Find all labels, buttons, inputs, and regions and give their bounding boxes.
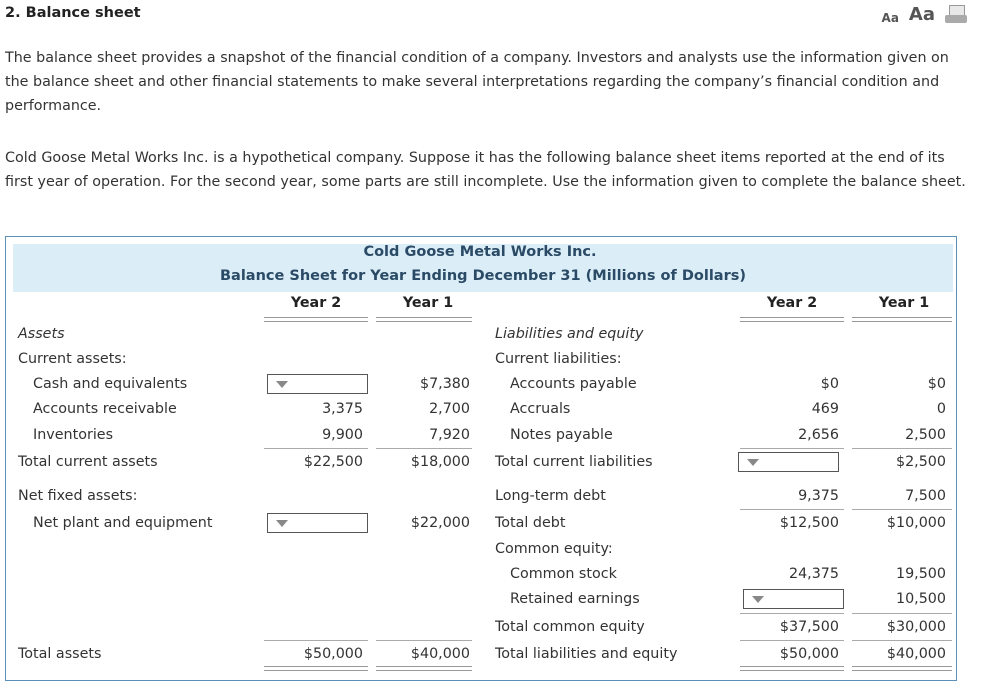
current-liabilities-heading: Current liabilities: [495,351,622,367]
net-fixed-assets-heading: Net fixed assets: [18,488,138,504]
total-liabilities-equity-year1: $40,000 [886,646,946,662]
rule [376,666,472,671]
common-equity-heading: Common equity: [495,541,613,557]
question-title: 2. Balance sheet [5,5,141,21]
chevron-down-icon [276,520,288,527]
cash-year2-dropdown[interactable] [267,374,368,394]
inventories-label: Inventories [33,427,114,443]
payable-year2: $0 [820,376,839,392]
plant-year1: $22,000 [410,515,470,531]
rule [852,613,952,614]
rule [376,640,472,641]
retained-earnings-year2-dropdown[interactable] [743,589,844,609]
long-term-debt-year1: 7,500 [905,488,946,504]
rule [852,509,952,510]
notes-label: Notes payable [510,427,613,443]
print-icon[interactable] [945,5,967,25]
rule [740,317,844,322]
rule [376,448,472,449]
inventories-year1: 7,920 [429,427,470,443]
cash-year1: $7,380 [419,376,470,392]
payable-label: Accounts payable [510,376,637,392]
company-name: Cold Goose Metal Works Inc. [363,244,597,260]
plant-year2-dropdown[interactable] [267,513,368,533]
rule [264,666,368,671]
liab-year1-header: Year 1 [878,295,930,311]
total-liabilities-equity-label: Total liabilities and equity [495,646,678,662]
total-assets-year1: $40,000 [410,646,470,662]
common-stock-label: Common stock [510,566,617,582]
rule [852,666,952,671]
font-increase-button[interactable]: Aa [908,4,935,25]
accruals-label: Accruals [510,401,571,417]
accruals-year1: 0 [936,401,946,417]
rule [376,317,472,322]
total-liabilities-equity-year2: $50,000 [779,646,839,662]
total-current-liabilities-year1: $2,500 [895,454,946,470]
intro-paragraph: The balance sheet provides a snapshot of the financial condition of a company. Investors and analysts use the information given on the balance sheet and other financial statements to make several interpretations regarding the company’s financial condition and performance. [5,50,949,114]
rule [740,640,844,641]
rule [740,509,844,510]
cash-label: Cash and equivalents [33,376,188,392]
plant-label: Net plant and equipment [33,515,213,531]
total-debt-year1: $10,000 [886,515,946,531]
common-stock-year2: 24,375 [788,566,839,582]
receivable-year1: 2,700 [429,401,470,417]
assets-year2-header: Year 2 [290,295,342,311]
total-debt-label: Total debt [495,515,566,531]
long-term-debt-label: Long-term debt [495,488,606,504]
rule [264,640,368,641]
toolbar [882,4,967,25]
notes-year2: 2,656 [798,427,839,443]
chevron-down-icon [276,381,288,388]
rule [740,448,844,449]
rule [740,613,844,614]
total-current-assets-year2: $22,500 [303,454,363,470]
liabilities-heading: Liabilities and equity [495,326,644,342]
common-stock-year1: 19,500 [895,566,946,582]
rule [740,666,844,671]
long-term-debt-year2: 9,375 [798,488,839,504]
chevron-down-icon [752,596,764,603]
total-current-liabilities-year2-dropdown[interactable] [738,452,839,472]
retained-earnings-year1: 10,500 [895,591,946,607]
total-common-equity-year1: $30,000 [886,619,946,635]
current-assets-heading: Current assets: [18,351,127,367]
rule [264,448,368,449]
sheet-title: Balance Sheet for Year Ending December 31 (Millions of Dollars) [220,268,746,284]
total-assets-label: Total assets [18,646,102,662]
total-current-liabilities-label: Total current liabilities [495,454,653,470]
total-current-assets-year1: $18,000 [410,454,470,470]
liab-year2-header: Year 2 [766,295,818,311]
receivable-label: Accounts receivable [33,401,177,417]
total-common-equity-label: Total common equity [495,619,645,635]
accruals-year2: 469 [811,401,839,417]
payable-year1: $0 [927,376,946,392]
total-debt-year2: $12,500 [779,515,839,531]
scenario-paragraph: Cold Goose Metal Works Inc. is a hypothetical company. Suppose it has the following balance sheet items reported at the end of its first year of operation. For the second year, some parts are still incomplete. Use the information given to complete the balance sheet. [5,150,966,190]
rule [852,317,952,322]
inventories-year2: 9,900 [322,427,363,443]
notes-year1: 2,500 [905,427,946,443]
total-assets-year2: $50,000 [303,646,363,662]
rule [852,448,952,449]
assets-year1-header: Year 1 [402,295,454,311]
total-current-assets-label: Total current assets [18,454,158,470]
receivable-year2: 3,375 [322,401,363,417]
rule [852,640,952,641]
rule [264,317,368,322]
font-decrease-button[interactable]: Aa [881,11,899,25]
retained-earnings-label: Retained earnings [510,591,640,607]
total-common-equity-year2: $37,500 [779,619,839,635]
chevron-down-icon [747,459,759,466]
assets-heading: Assets [18,326,65,342]
